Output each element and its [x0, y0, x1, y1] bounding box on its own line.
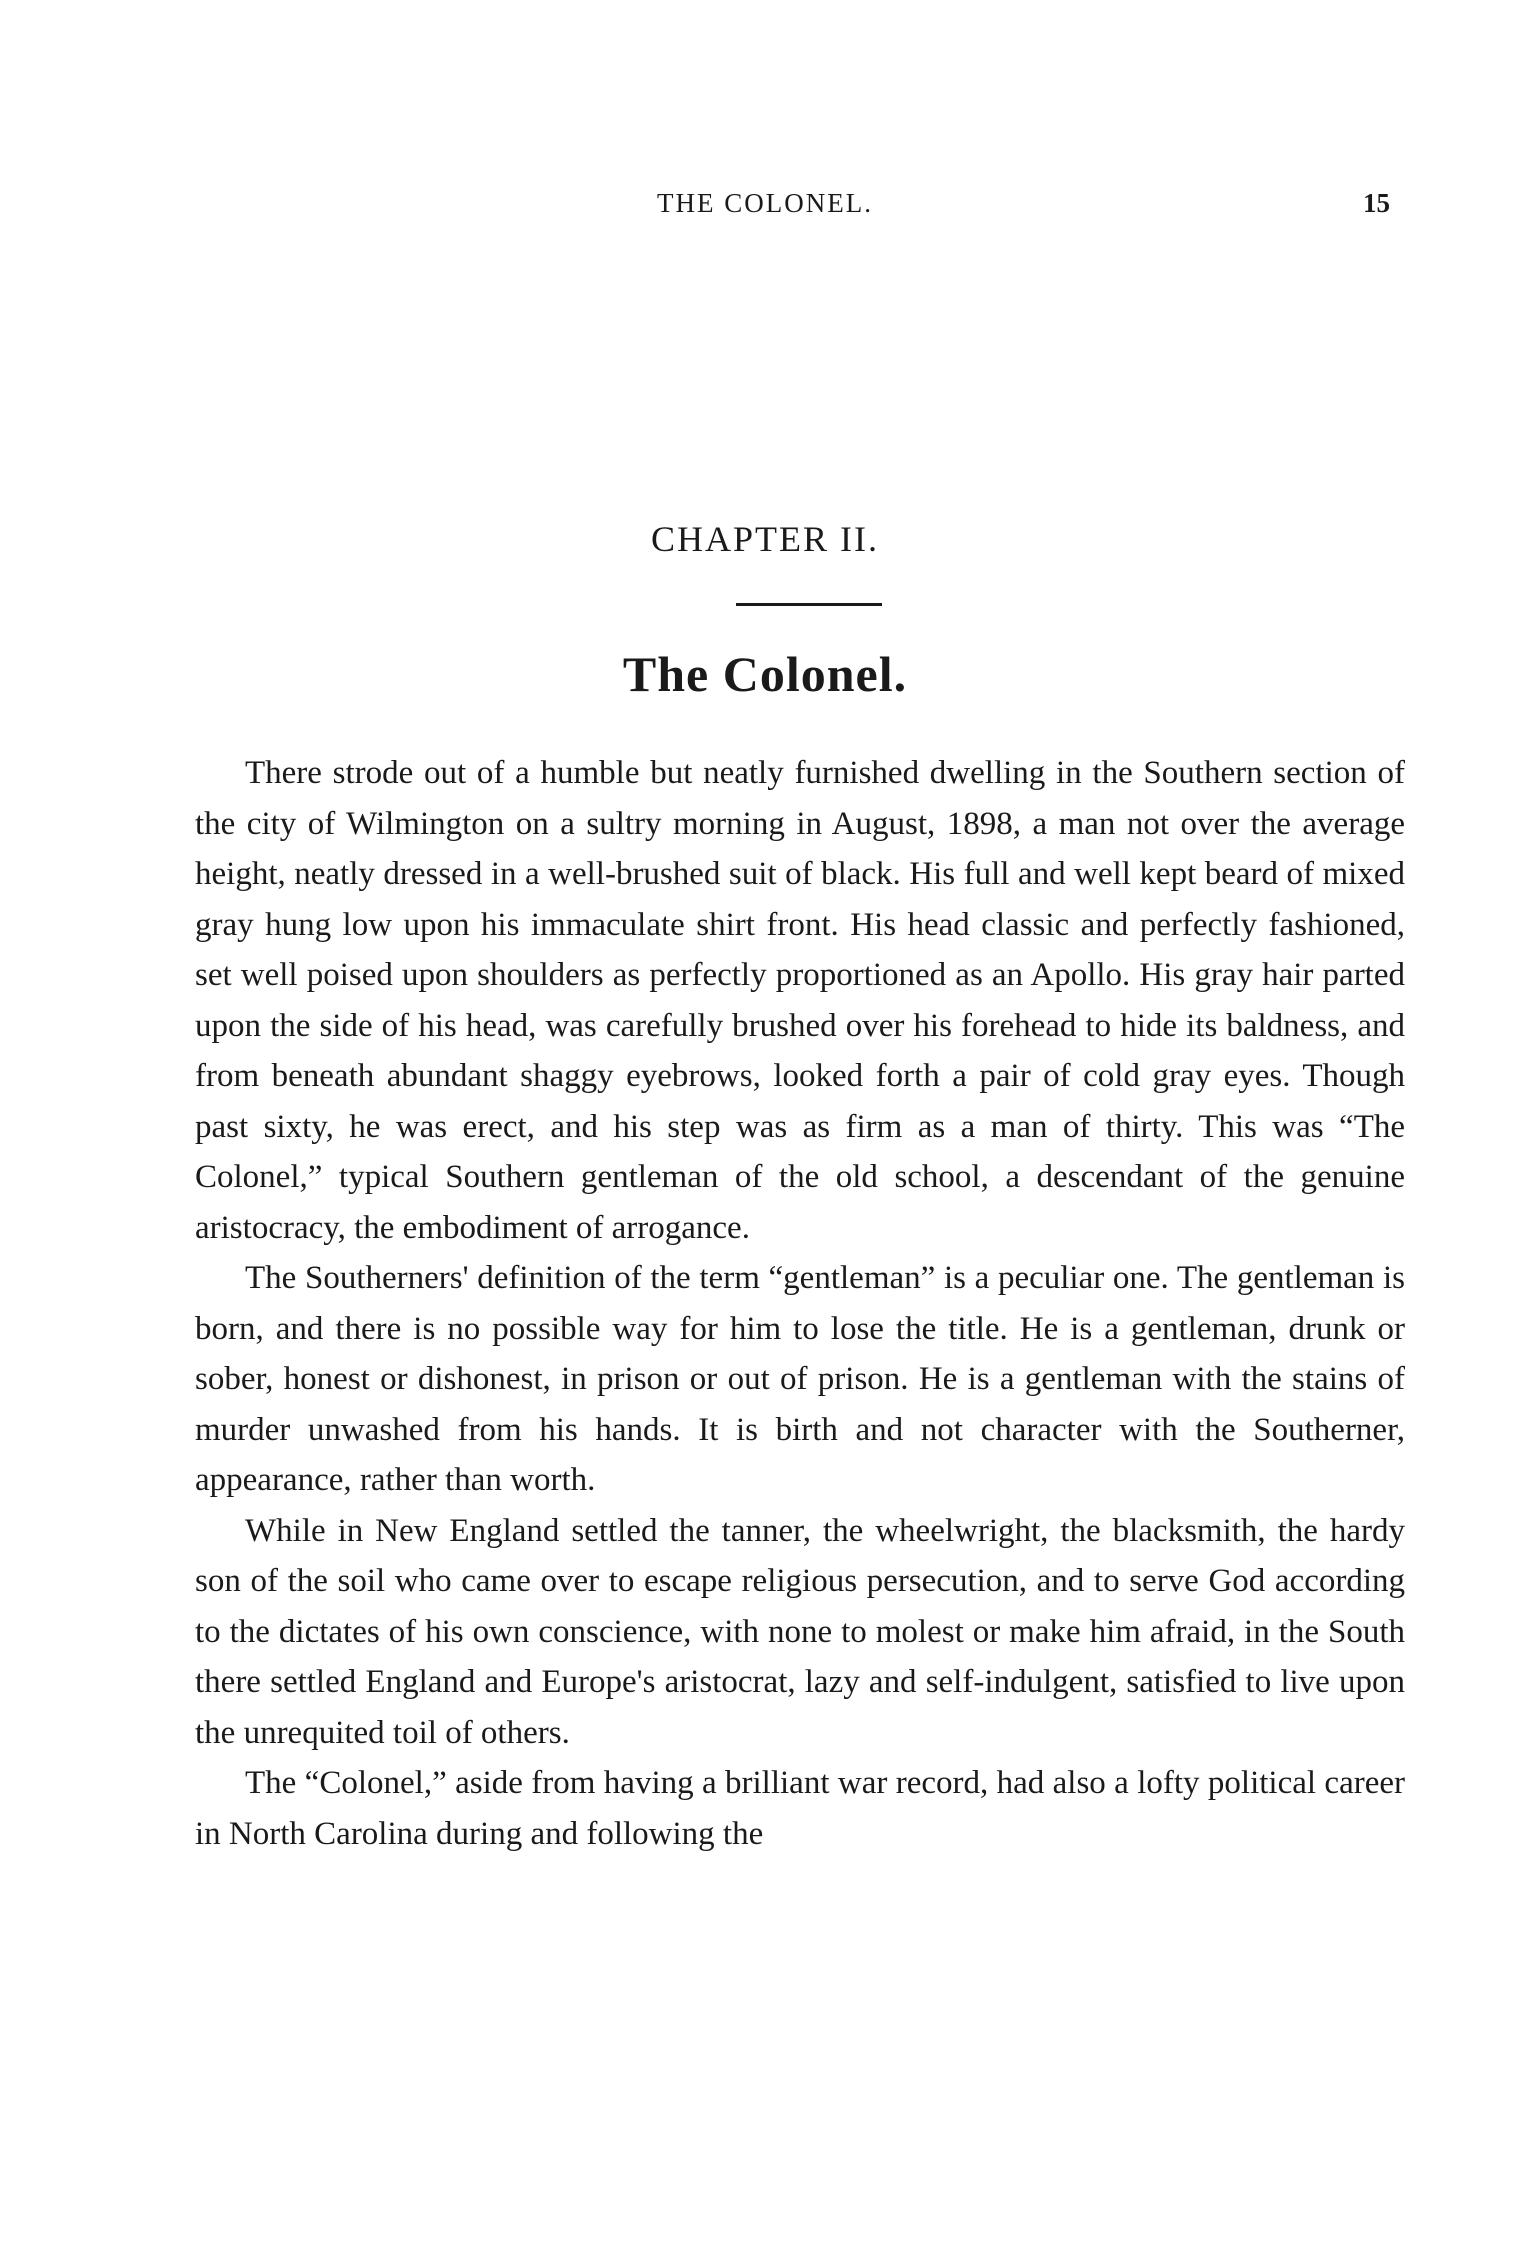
- paragraph: The Southerners' definition of the term “gentleman” is a peculiar one. The gentleman is born, and there is no possible way for him to lose the title. He is a gentleman, drunk or sober, honest or dishonest, in prison or out of prison. He is a gentleman with the stains of murder unwashed from his hands. It is birth and not character with the Southerner, appearance, rather than worth.: [195, 1260, 1405, 1498]
- paragraph: The “Colonel,” aside from having a brilliant war record, had also a lofty political career in North Carolina during and following the: [195, 1765, 1405, 1852]
- chapter-title: The Colonel.: [622, 646, 908, 702]
- chapter-divider: [736, 603, 882, 606]
- body-text: [195, 748, 1405, 1859]
- running-title: THE COLONEL.: [657, 188, 873, 218]
- paragraph: There strode out of a humble but neatly furnished dwelling in the Southern section of the city of Wilmington on a sultry morning in August, 1898, a man not over the average height, neatly dressed in a well-brushed suit of black. His full and well kept beard of mixed gray hung low upon his immaculate shirt front. His head classic and perfectly fashioned, set well poised upon shoulders as perfectly proportioned as an Apollo. His gray hair parted upon the side of his head, was carefully brushed over his forehead to hide its baldness, and from beneath abundant shaggy eyebrows, looked forth a pair of cold gray eyes. Though past sixty, he was erect, and his step was as firm as a man of thirty. This was “The Colonel,” typical Southern gentleman of the old school, a descendant of the genuine aristocracy, the embodiment of arrogance.: [195, 755, 1405, 1246]
- running-head: [0, 188, 1530, 228]
- chapter-label: CHAPTER II.: [651, 519, 879, 559]
- paragraph: While in New England settled the tanner, the wheelwright, the blacksmith, the hardy son of the soil who came over to escape religious persecution, and to serve God according to the dictates of his own conscience, with none to molest or make him afraid, in the South there settled England and Europe's aristocrat, lazy and self-indulgent, satisfied to live upon the unrequited toil of others.: [195, 1512, 1405, 1751]
- page-number: 15: [1363, 188, 1390, 218]
